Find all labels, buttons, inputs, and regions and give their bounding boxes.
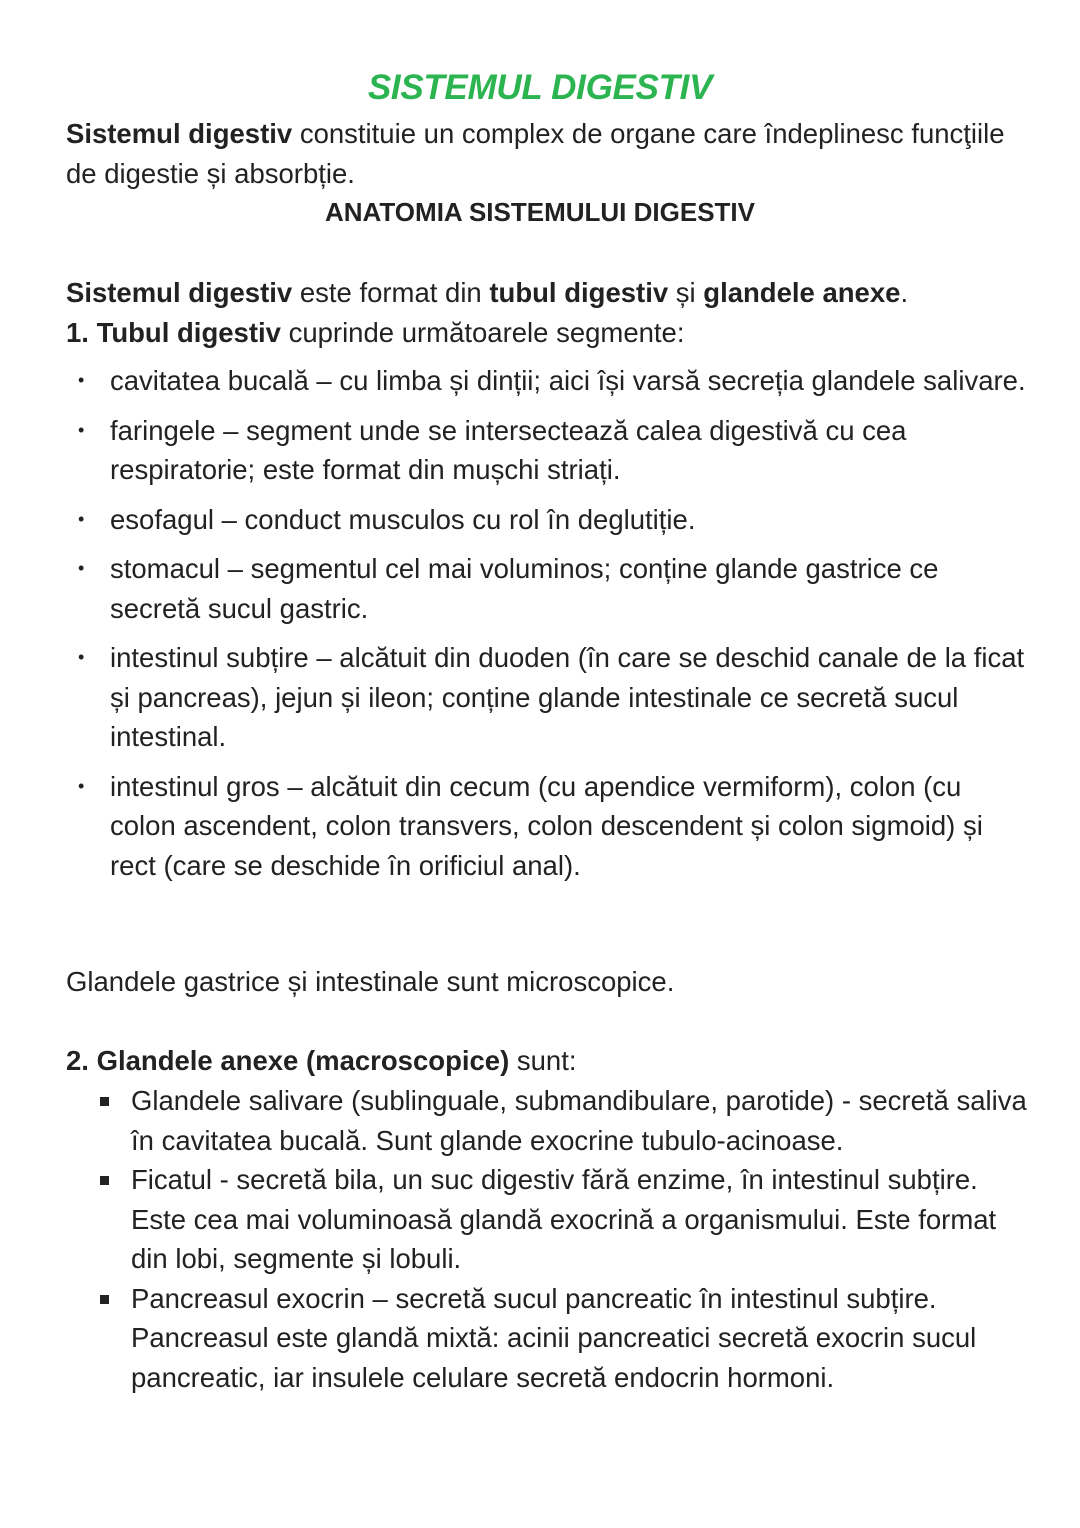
bullet-icon: • (78, 775, 85, 796)
square-bullet-icon (100, 1295, 109, 1304)
page-title: SISTEMUL DIGESTIV (367, 68, 713, 107)
bullet-icon: • (78, 558, 85, 578)
composition-term-3: glandele anexe (703, 277, 901, 308)
section2-heading-text: sunt: (509, 1045, 577, 1076)
list-item (78, 361, 1028, 401)
list-item (78, 411, 1028, 490)
list-item-text: esofagul – conduct musculos cu rol în deglutiție. (110, 503, 696, 535)
section-subheading: ANATOMIA SISTEMULUI DIGESTIV (325, 197, 755, 227)
bullet-icon: • (78, 508, 85, 529)
list-item-text: Ficatul - secretă bila, un suc digestiv fără enzime, în intestinul subțire. Este cea mai voluminoasă glandă exocrină a organismului. Este format din lobi, segmente și lobuli. (131, 1164, 997, 1274)
bullet-icon: • (78, 647, 85, 667)
section1-heading-text: cuprinde următoarele segmente: (280, 317, 685, 348)
list-item-text: Pancreasul exocrin – secretă sucul pancreatic în intestinul subțire. Pancreasul este glandă mixtă: acinii pancreatici secretă exocrin sucul pancreatic, iar insulele celulare secretă endocrin hormoni. (131, 1282, 977, 1393)
list-item (96, 1279, 1036, 1398)
composition-text-2: și (668, 277, 704, 308)
annex-glands-list (96, 1081, 1036, 1397)
composition-term-1: Sistemul digestiv (66, 277, 293, 308)
composition-text-1: este format din (292, 277, 490, 308)
composition-term-2: tubul digestiv (489, 277, 669, 308)
intro-paragraph (66, 114, 1026, 193)
list-item-text: Glandele salivare (sublinguale, submandibulare, parotide) - secretă saliva în cavitatea bucală. Sunt glande exocrine tubulo-acinoase. (131, 1085, 1027, 1156)
microscopic-note: Glandele gastrice și intestinale sunt microscopice. (66, 966, 675, 997)
list-item-text: faringele – segment unde se intersectează calea digestivă cu cea respiratorie; este format din mușchi striați. (110, 414, 907, 485)
list-item (78, 638, 1028, 757)
list-item-text: intestinul subțire – alcătuit din duoden (în care se deschid canale de la ficat și pancreas), jejun și ileon; conține glande intestinale ce secretă sucul intestinal. (110, 642, 1025, 752)
digestive-tube-list (78, 361, 1028, 895)
list-item-text: intestinul gros – alcătuit din cecum (cu apendice vermiform), colon (cu colon ascendent, colon transvers, colon descendent și colon sigmoid) și rect (care se deschide în orificiul anal). (110, 770, 983, 881)
square-bullet-icon (100, 1097, 109, 1106)
section2-heading (66, 1041, 577, 1081)
composition-text-3: . (900, 277, 909, 308)
square-bullet-icon (100, 1176, 109, 1185)
section1-heading-bold: 1. Tubul digestiv (66, 317, 281, 348)
list-item-text: cavitatea bucală – cu limba și dinții; aici își varsă secreția glandele salivare. (110, 365, 1026, 396)
list-item (78, 549, 1028, 628)
bullet-icon: • (78, 419, 85, 440)
list-item (96, 1081, 1036, 1160)
intro-bold-term: Sistemul digestiv (66, 118, 293, 149)
list-item (78, 767, 1028, 886)
bullet-icon: • (78, 370, 85, 390)
list-item-text: stomacul – segmentul cel mai voluminos; conține glande gastrice ce secretă sucul gastric. (110, 553, 939, 624)
intro-text: constituie un complex de organe care îndeplinesc funcţiile de digestie și absorbție. (66, 118, 1005, 189)
list-item (78, 500, 1028, 540)
composition-sentence (66, 273, 1026, 313)
section2-heading-bold: 2. Glandele anexe (macroscopice) (66, 1045, 510, 1076)
section1-heading (66, 313, 1026, 353)
list-item (96, 1160, 1036, 1279)
